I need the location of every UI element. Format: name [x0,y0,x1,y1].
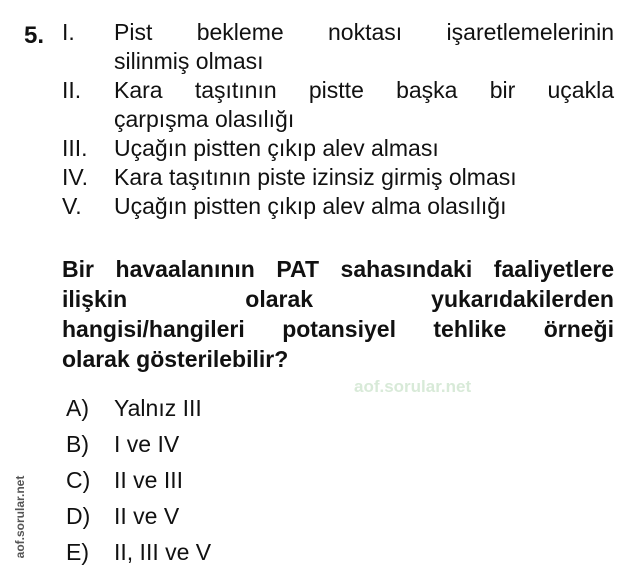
stem-line: hangisi/hangileri potansiyel tehlike örneği [62,316,614,342]
statement-item [62,18,614,76]
statement-text: Uçağın pistten çıkıp alev alması [114,135,439,161]
question-number: 5. [24,22,45,49]
statement-line: silinmiş olması [114,48,264,74]
statement-numeral: V. [62,193,82,219]
option-text: II ve III [114,467,184,493]
option-d[interactable] [66,498,211,534]
option-text: I ve IV [114,431,180,457]
statement-line: Pist bekleme noktası işaretlemelerinin [114,19,614,45]
option-label: D) [66,503,91,529]
option-text: Yalnız III [114,395,202,421]
option-c[interactable] [66,462,211,498]
question-stem [62,254,614,374]
stem-line: ilişkin olarak yukarıdakilerden [62,286,614,312]
statement-numeral: III. [62,135,88,161]
statement-line: çarpışma olasılığı [114,106,295,132]
statement-numeral: II. [62,77,82,103]
statement-text: Kara taşıtının piste izinsiz girmiş olması [114,164,517,190]
option-text: II, III ve V [114,539,212,565]
watermark: aof.sorular.net [354,377,472,396]
option-b[interactable] [66,426,211,462]
side-watermark: aof.sorular.net [13,475,27,559]
statement-text [114,76,614,134]
statement-list [62,18,614,221]
option-label: E) [66,539,89,565]
option-label: A) [66,395,89,421]
option-text: II ve V [114,503,180,529]
statement-numeral: I. [62,19,75,45]
statement-item [62,76,614,134]
stem-line: olarak gösterilebilir? [62,346,289,372]
statement-text [114,18,614,76]
option-e[interactable] [66,534,211,570]
option-a[interactable] [66,390,211,426]
statement-item [62,163,614,192]
statement-text: Uçağın pistten çıkıp alev alma olasılığı [114,193,507,219]
answer-options [66,390,211,570]
option-label: C) [66,467,91,493]
stem-line: Bir havaalanının PAT sahasındaki faaliyetlere [62,256,614,282]
statement-line: Kara taşıtının pistte başka bir uçakla [114,77,614,103]
option-label: B) [66,431,89,457]
statement-item [62,192,614,221]
statement-numeral: IV. [62,164,89,190]
statement-item [62,134,614,163]
